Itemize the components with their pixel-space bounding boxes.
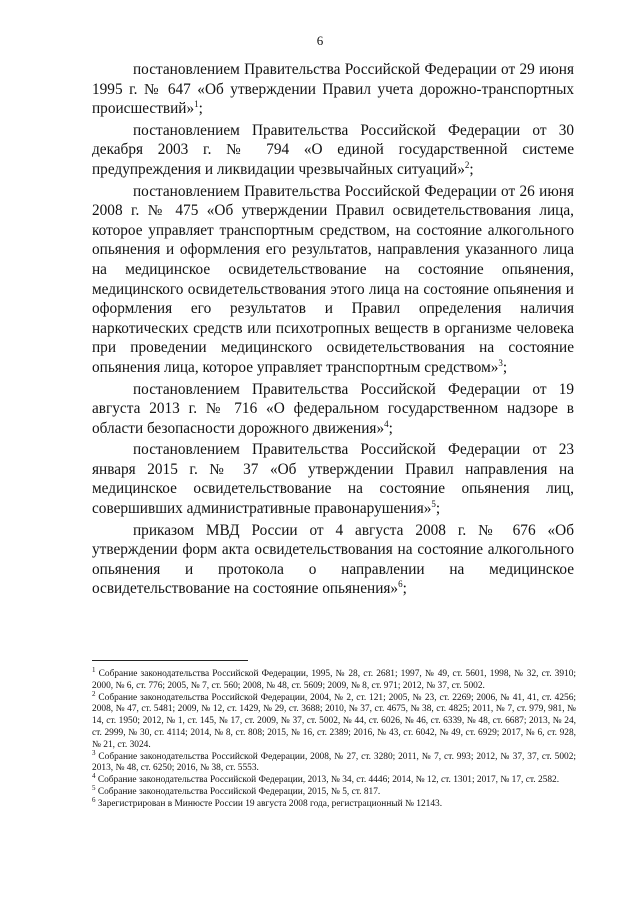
footnote-6 <box>92 795 576 811</box>
paragraph-tail: ; <box>198 100 203 118</box>
footnotes <box>92 665 577 811</box>
footnote-text: Собрание законодательства Российской Федерации, 2008, № 27, ст. 3280; 2011, № 7, ст. 993; 2012, № 37, 37, ст. 5002; 2013, № 48, ст. 6250; 2016, № 38, ст. 5553. <box>92 751 577 774</box>
footnote-number: 3 <box>92 748 96 757</box>
page-number: 6 <box>316 33 324 48</box>
paragraph-text: постановлением Правительства Российской Федерации от 30 декабря 2003 г. № 794 «О единой государственной системе предупреждения и ликвидации чрезвычайных ситуаций» <box>92 121 574 178</box>
paragraph-text: постановлением Правительства Российской Федерации от 26 июня 2008 г. № 475 «Об утверждении Правил освидетельствования лица, которое управляет транспортным средством, на состояние алкогольного опьянения и оформления его результатов, направления указанного лица на медицинское освидетельствование на состояние опьянения, медицинского освидетельствования этого лица на состояние опьянения и оформления его результатов и Правил определения наличия наркотических средств или психотропных веществ в организме человека при проведении медицинского освидетельствования на состояние опьянения лица, которое управляет транспортным средством» <box>92 182 574 376</box>
footnote-text: Собрание законодательства Российской Федерации, 2013, № 34, ст. 4446; 2014, № 12, ст. 1301; 2017, № 17, ст. 2582. <box>97 775 560 786</box>
footnote-text: Собрание законодательства Российской Федерации, 2015, № 5, ст. 817. <box>97 786 381 797</box>
footnote-number: 5 <box>92 783 96 792</box>
paragraph-tail: ; <box>469 160 474 178</box>
paragraph-tail: ; <box>388 419 393 437</box>
body-text <box>92 60 574 601</box>
paragraph-text: постановлением Правительства Российской Федерации от 29 июня 1995 г. № 647 «Об утверждении Правил учета дорожно-транспортных происшествий» <box>92 61 574 118</box>
footnote-ref[interactable]: 1 <box>194 99 199 110</box>
paragraph-3 <box>92 182 574 378</box>
footnote-ref[interactable]: 4 <box>384 418 389 429</box>
footnote-ref[interactable]: 6 <box>398 579 403 590</box>
paragraph-tail: ; <box>502 358 508 376</box>
paragraph-tail: ; <box>435 500 441 518</box>
paragraph-5 <box>92 440 574 518</box>
footnote-text: Собрание законодательства Российской Федерации, 1995, № 28, ст. 2681; 1997, № 49, ст. 5601, 1998, № 32, ст. 3910; 2000, № 6, ст. 776; 2005, № 7, ст. 560; 2008, № 48, ст. 5609; 2009, № 8, ст. 971; 2012, № 37, ст. 5002. <box>92 669 577 691</box>
paragraph-2 <box>92 121 574 180</box>
footnote-ref[interactable]: 2 <box>464 159 470 170</box>
footnote-number: 4 <box>92 772 96 781</box>
footnote-number: 2 <box>92 689 96 698</box>
footnote-ref[interactable]: 5 <box>431 498 436 509</box>
paragraph-4 <box>92 380 574 439</box>
footnote-5 <box>92 783 576 799</box>
paragraph-text: постановлением Правительства Российской Федерации от 23 января 2015 г. № 37 «Об утверждении Правил направления на медицинское освидетельствование на состояние опьянения лиц, совершивших административные правонарушения» <box>92 441 574 518</box>
footnote-text: Зарегистрирован в Минюсте России 19 августа 2008 года, регистрационный № 12143. <box>97 798 443 809</box>
footnote-text: Собрание законодательства Российской Федерации, 2004, № 2, ст. 121; 2005, № 23, ст. 2269; 2006, № 41, 41, ст. 4256; 2008, № 47, ст. 5481; 2009, № 12, ст. 1429, № 29, ст. 3688; 2010, № 37, ст. 4675, № 38, ст. 4825; 2011, № 7, ст. 979, 981, № 14, ст. 1950; 2012, № 1, ст. 145, № 17, ст. 2009, № 37, ст. 5002, № 44, ст. 6026, № 46, ст. 6339, № 48, ст. 6687; 2013, № 24, ст. 2999, № 30, ст. 4114; 2014, № 8, ст. 808; 2015, № 16, ст. 2389; 2016, № 43, ст. 6042, № 49, ст. 6929; 2017, № 6, ст. 928, № 21, ст. 3024. <box>92 692 576 750</box>
paragraph-tail: ; <box>402 580 407 598</box>
footnote-number: 6 <box>92 795 96 804</box>
footnote-2 <box>92 689 576 752</box>
footnote-divider <box>92 660 248 661</box>
paragraph-text: постановлением Правительства Российской Федерации от 19 августа 2013 г. № 716 «О федеральном государственном надзоре в области безопасности дорожного движения» <box>92 380 574 437</box>
footnote-ref[interactable]: 3 <box>498 357 503 368</box>
paragraph-1 <box>92 60 574 119</box>
paragraph-text: приказом МВД России от 4 августа 2008 г. № 676 «Об утверждении форм акта освидетельствования на состояние алкогольного опьянения и протокола о направлении на медицинское освидетельствование на состояние опьянения» <box>92 521 574 598</box>
footnote-1 <box>92 665 577 693</box>
paragraph-6 <box>92 521 574 599</box>
footnote-4 <box>92 772 576 787</box>
footnote-3 <box>92 748 577 776</box>
footnote-number: 1 <box>92 665 96 674</box>
